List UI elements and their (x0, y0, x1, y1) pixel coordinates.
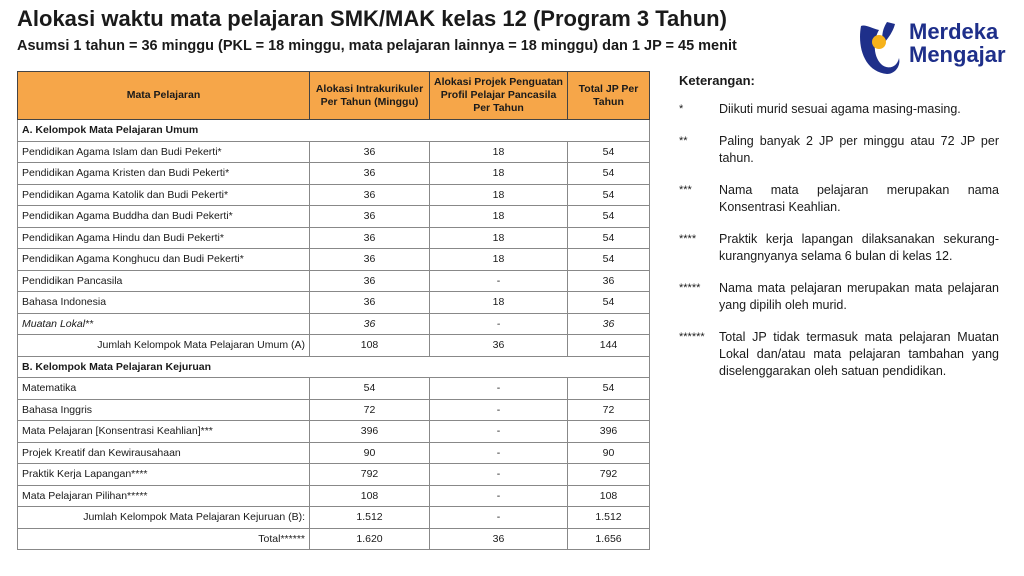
value-cell: 36 (568, 313, 650, 335)
value-cell: 1.620 (310, 528, 430, 550)
note-text: Nama mata pelajaran merupakan mata pelajaran yang dipilih oleh murid. (719, 281, 999, 312)
subject-cell: Pendidikan Agama Hindu dan Budi Pekerti* (18, 227, 310, 249)
value-cell: 36 (310, 249, 430, 271)
value-cell: - (430, 399, 568, 421)
note-item (679, 101, 999, 118)
note-text: Total JP tidak termasuk mata pelajaran Muatan Lokal dan/atau mata pelajaran tambahan yang diselenggarakan oleh satuan pendidikan. (719, 330, 999, 378)
group-row-b (18, 356, 650, 378)
group-row-a (18, 120, 650, 142)
value-cell: 36 (310, 292, 430, 314)
value-cell: 792 (568, 464, 650, 486)
note-mark: ****** (679, 331, 705, 343)
value-cell: 90 (310, 442, 430, 464)
col-header-total-jp: Total JP Per Tahun (568, 72, 650, 120)
value-cell: 1.512 (310, 507, 430, 529)
subject-cell: Muatan Lokal** (18, 313, 310, 335)
table-row (18, 270, 650, 292)
subject-cell: Projek Kreatif dan Kewirausahaan (18, 442, 310, 464)
value-cell: 396 (310, 421, 430, 443)
subject-cell: Bahasa Indonesia (18, 292, 310, 314)
note-mark: *** (679, 184, 692, 196)
value-cell: 36 (310, 270, 430, 292)
value-cell: - (430, 507, 568, 529)
value-cell: 18 (430, 292, 568, 314)
value-cell: 36 (310, 141, 430, 163)
value-cell: 36 (430, 335, 568, 357)
note-item (679, 329, 999, 380)
note-item (679, 231, 999, 265)
note-mark: ** (679, 135, 688, 147)
value-cell: 72 (568, 399, 650, 421)
value-cell: 18 (430, 249, 568, 271)
value-cell: 36 (310, 184, 430, 206)
table-row (18, 378, 650, 400)
value-cell: 54 (310, 378, 430, 400)
logo-line-1: Merdeka (909, 19, 999, 44)
table-row (18, 313, 650, 335)
value-cell: 36 (310, 206, 430, 228)
note-item (679, 133, 999, 167)
value-cell: 18 (430, 163, 568, 185)
value-cell: 90 (568, 442, 650, 464)
value-cell: 54 (568, 378, 650, 400)
subject-cell: Mata Pelajaran [Konsentrasi Keahlian]*** (18, 421, 310, 443)
value-cell: 54 (568, 227, 650, 249)
subtotal-row-a (18, 335, 650, 357)
value-cell: - (430, 421, 568, 443)
page-title: Alokasi waktu mata pelajaran SMK/MAK kelas 12 (Program 3 Tahun) (17, 6, 727, 31)
subtotal-label: Jumlah Kelompok Mata Pelajaran Umum (A) (18, 335, 310, 357)
value-cell: 54 (568, 141, 650, 163)
table-row (18, 184, 650, 206)
value-cell: 144 (568, 335, 650, 357)
value-cell: - (430, 485, 568, 507)
note-mark: **** (679, 233, 697, 245)
subject-cell: Pendidikan Agama Konghucu dan Budi Pekerti* (18, 249, 310, 271)
table-row (18, 292, 650, 314)
value-cell: 72 (310, 399, 430, 421)
value-cell: 36 (310, 313, 430, 335)
subject-cell: Praktik Kerja Lapangan**** (18, 464, 310, 486)
table-header-row (18, 72, 650, 120)
merdeka-mengajar-logo (857, 18, 1017, 78)
value-cell: 396 (568, 421, 650, 443)
value-cell: 792 (310, 464, 430, 486)
group-label-a: A. Kelompok Mata Pelajaran Umum (18, 120, 650, 142)
value-cell: - (430, 313, 568, 335)
note-text: Diikuti murid sesuai agama masing-masing. (719, 102, 961, 116)
subtotal-label: Jumlah Kelompok Mata Pelajaran Kejuruan (B): (18, 507, 310, 529)
subject-cell: Pendidikan Agama Kristen dan Budi Pekerti* (18, 163, 310, 185)
table-row (18, 227, 650, 249)
logo-line-2: Mengajar (909, 42, 1006, 67)
subject-cell: Mata Pelajaran Pilihan***** (18, 485, 310, 507)
value-cell: 54 (568, 206, 650, 228)
value-cell: 18 (430, 206, 568, 228)
table-row (18, 399, 650, 421)
subject-cell: Pendidikan Agama Buddha dan Budi Pekerti* (18, 206, 310, 228)
value-cell: 36 (430, 528, 568, 550)
note-mark: * (679, 103, 684, 115)
table-row (18, 249, 650, 271)
col-header-intracurricular: Alokasi Intrakurikuler Per Tahun (Minggu) (310, 72, 430, 120)
note-item (679, 182, 999, 216)
value-cell: 18 (430, 141, 568, 163)
value-cell: 1.512 (568, 507, 650, 529)
note-text: Paling banyak 2 JP per minggu atau 72 JP per tahun. (719, 134, 999, 165)
table-row (18, 442, 650, 464)
value-cell: 108 (310, 335, 430, 357)
total-label: Total****** (18, 528, 310, 550)
col-header-project: Alokasi Projek Penguatan Profil Pelajar Pancasila Per Tahun (430, 72, 568, 120)
col-header-subject: Mata Pelajaran (18, 72, 310, 120)
value-cell: 108 (568, 485, 650, 507)
subject-cell: Pendidikan Agama Katolik dan Budi Pekerti* (18, 184, 310, 206)
subtotal-row-b (18, 507, 650, 529)
notes-title: Keterangan: (679, 73, 755, 88)
note-mark: ***** (679, 282, 701, 294)
group-label-b: B. Kelompok Mata Pelajaran Kejuruan (18, 356, 650, 378)
value-cell: 54 (568, 163, 650, 185)
page-subtitle: Asumsi 1 tahun = 36 minggu (PKL = 18 minggu, mata pelajaran lainnya = 18 minggu) dan 1 JP = 45 menit (17, 38, 737, 54)
value-cell: - (430, 378, 568, 400)
allocation-table (17, 71, 650, 550)
value-cell: - (430, 442, 568, 464)
table-row (18, 485, 650, 507)
table-row (18, 206, 650, 228)
subject-cell: Pendidikan Pancasila (18, 270, 310, 292)
table-row (18, 163, 650, 185)
value-cell: 36 (310, 227, 430, 249)
note-item (679, 280, 999, 314)
value-cell: 36 (568, 270, 650, 292)
table-row (18, 141, 650, 163)
value-cell: - (430, 270, 568, 292)
value-cell: 54 (568, 184, 650, 206)
value-cell: 54 (568, 292, 650, 314)
table-row (18, 421, 650, 443)
notes-panel (679, 72, 999, 395)
logo-mark-icon (857, 18, 903, 76)
value-cell: 18 (430, 227, 568, 249)
value-cell: 1.656 (568, 528, 650, 550)
table-row (18, 464, 650, 486)
total-row (18, 528, 650, 550)
subject-cell: Matematika (18, 378, 310, 400)
value-cell: 36 (310, 163, 430, 185)
value-cell: 54 (568, 249, 650, 271)
value-cell: 108 (310, 485, 430, 507)
note-text: Nama mata pelajaran merupakan nama Konsentrasi Keahlian. (719, 183, 999, 214)
subject-cell: Pendidikan Agama Islam dan Budi Pekerti* (18, 141, 310, 163)
value-cell: - (430, 464, 568, 486)
subject-cell: Bahasa Inggris (18, 399, 310, 421)
note-text: Praktik kerja lapangan dilaksanakan sekurang-kurangnyanya selama 6 bulan di kelas 12. (719, 232, 999, 263)
value-cell: 18 (430, 184, 568, 206)
